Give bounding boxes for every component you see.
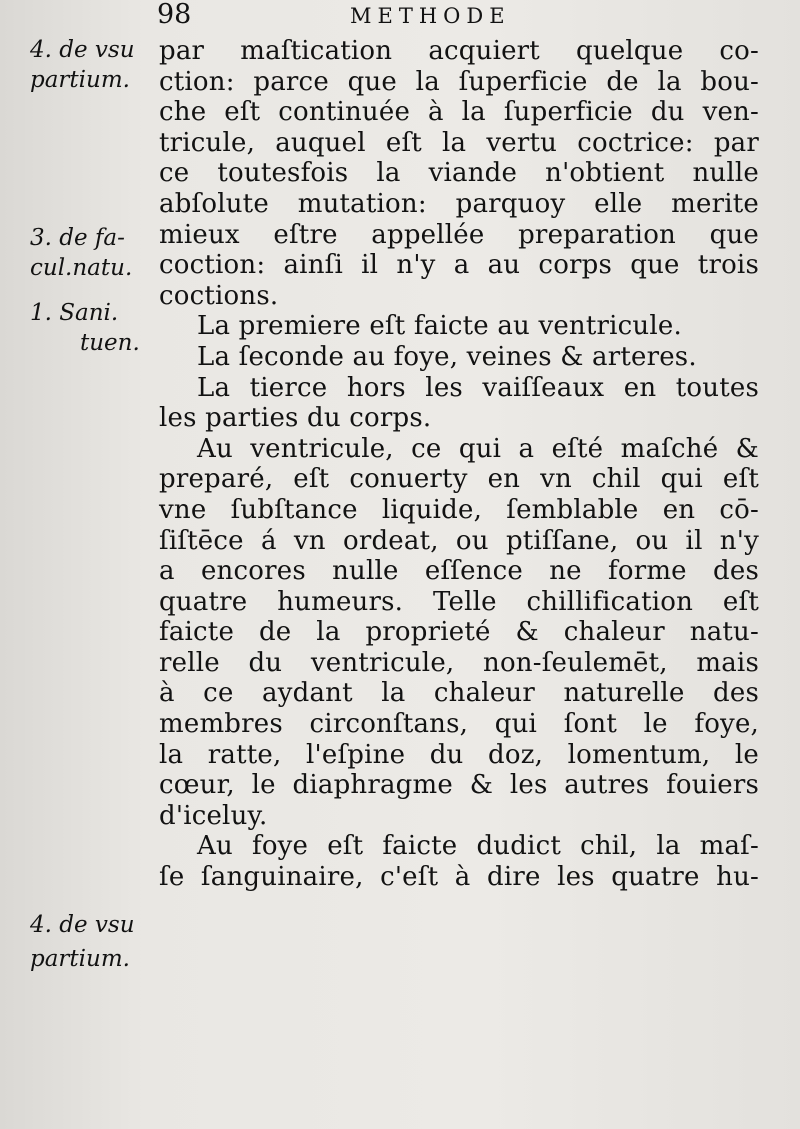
text-line: à ce aydant la chaleur naturelle des	[159, 678, 759, 709]
margin-note-line: 3. de fa-	[30, 225, 125, 251]
text-line: ſiſtēce á vn ordeat, ou ptiſſane, ou il n'y	[159, 525, 759, 556]
text-line: che eſt continuée à la ſuperficie du ven-	[159, 97, 759, 128]
margin-note-line: 4. de vsu	[30, 37, 135, 63]
text-line: La ſeconde au foye, veines & arteres.	[197, 341, 697, 372]
text-line: cœur, le diaphragme & les autres fouiers	[159, 770, 759, 801]
text-line: tricule, auquel eſt la vertu coctrice: par	[159, 127, 759, 158]
text-line: a encores nulle eſſence ne forme des	[159, 556, 759, 587]
text-line: quatre humeurs. Telle chillification eſt	[159, 586, 759, 617]
text-line: preparé, eſt conuerty en vn chil qui eſt	[159, 464, 759, 495]
text-line: la ratte, l'eſpine du doz, lomentum, le	[159, 739, 759, 770]
margin-note-line: tuen.	[80, 330, 140, 356]
margin-note-line: partium.	[30, 67, 130, 93]
text-line: La premiere eſt faicte au ventricule.	[197, 311, 682, 342]
text-line: ſe ſanguinaire, c'eſt à dire les quatre hu-	[159, 862, 759, 893]
text-line: d'iceluy.	[159, 800, 268, 831]
text-line: Au foye eſt faicte dudict chil, la maſ-	[197, 831, 759, 862]
text-line: La tierce hors les vaiſſeaux en toutes	[197, 372, 759, 403]
page-header	[0, 0, 800, 34]
margin-note	[30, 912, 135, 972]
page-number: 98	[157, 0, 192, 30]
margin-note	[30, 37, 135, 93]
text-line: Au ventricule, ce qui a eſté maſché &	[197, 433, 759, 464]
margin-note-line: 4. de vsu	[30, 912, 135, 938]
margin-note	[30, 225, 132, 281]
text-line: mieux eſtre appellée preparation que	[159, 219, 759, 250]
running-head: METHODE	[350, 4, 511, 28]
margin-note-line: 1. Sani.	[30, 300, 119, 326]
text-line: coction: ainſi il n'y a au corps que trois	[159, 250, 759, 281]
body-text	[159, 36, 759, 893]
text-line: vne ſubſtance liquide, ſemblable en cō-	[159, 494, 759, 525]
text-line: ction: parce que la ſuperficie de la bou-	[159, 66, 759, 97]
text-line: par maſtication acquiert quelque co-	[159, 36, 759, 66]
text-line: abſolute mutation: parquoy elle merite	[159, 188, 759, 219]
text-line: coctions.	[159, 280, 279, 311]
margin-note	[30, 300, 140, 356]
text-line: membres circonſtans, qui ſont le foye,	[159, 709, 759, 740]
margin-note-line: cul.natu.	[30, 255, 133, 281]
text-line: relle du ventricule, non-ſeulemēt, mais	[159, 647, 759, 678]
text-line: faicte de la proprieté & chaleur natu-	[159, 617, 759, 648]
margin-note-line: partium.	[30, 946, 130, 972]
text-line: les parties du corps.	[159, 403, 432, 434]
text-line: ce toutesfois la viande n'obtient nulle	[159, 158, 759, 189]
